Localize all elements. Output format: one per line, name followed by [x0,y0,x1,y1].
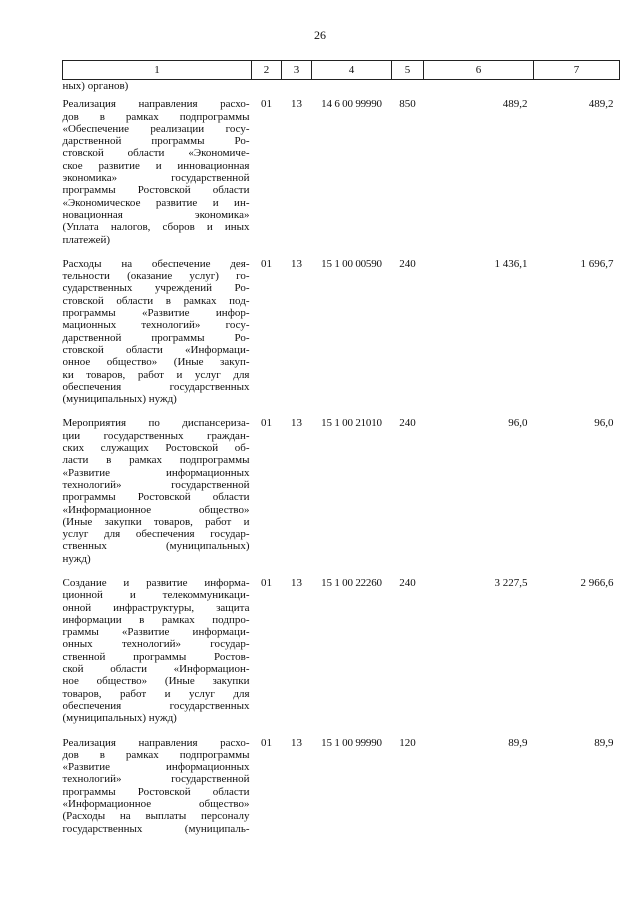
table-row [63,737,620,847]
page-number: 26 [314,28,326,42]
description-line: ственных (муниципальных) [62,540,250,553]
amount-year-1: 3 227,5 [494,576,528,589]
description-line: стовской области в рамках под- [62,294,250,307]
description-line: Мероприятия по диспансериза- [62,417,250,430]
description-line: тельности (оказание услуг) го- [62,270,250,283]
expense-type-code: 240 [399,417,416,430]
description-line: «Обеспечение реализации госу- [62,122,250,135]
expense-type-code: 240 [399,576,416,589]
row-description [63,577,252,737]
subsection-code: 13 [291,576,302,589]
description-line: программы «Развитие инфор- [62,307,250,320]
row-description [63,258,252,418]
row-description [63,737,252,847]
description-line: сударственных учреждений Ро- [62,282,250,295]
description-line: Расходы на обеспечение дея- [62,257,250,270]
column-header: 6 [424,61,534,80]
description-line: ласти в рамках подпрограммы [62,454,250,467]
expense-type-code: 240 [399,257,416,270]
amount-year-2: 96,0 [594,417,614,430]
description-line: Реализация направления расхо- [62,98,250,111]
description-line: ции государственных граждан- [62,429,250,442]
description-line: технологий» государственной [62,773,250,786]
table-row [63,98,620,258]
column-header: 5 [392,61,424,80]
subsection-code: 13 [291,417,302,430]
section-code: 01 [261,417,272,430]
description-line: технологий» государственной [62,478,250,491]
description-line: ственной программы Ростов- [62,650,250,663]
description-line: «Информационное общество» [62,503,250,516]
description-line: граммы «Развитие информаци- [62,626,250,639]
description-line: дов в рамках подпрограммы [62,748,250,761]
row-description [63,417,252,577]
description-line: платежей) [62,233,111,246]
description-line: ное общество» (Иные закупки [62,675,250,688]
description-line: (Иные закупки товаров, работ и [62,515,250,528]
description-line: ционной и телекоммуникаци- [62,589,250,602]
description-line: ское развитие и инновационная [62,159,250,172]
budget-table [62,60,620,847]
subsection-code: 13 [291,257,302,270]
target-article-code: 15 1 00 00590 [321,257,382,270]
description-line: стовской области «Экономиче- [62,147,250,160]
amount-year-2: 489,2 [588,98,614,111]
description-line: онное общество» (Иные закуп- [62,356,250,369]
amount-year-2: 89,9 [594,736,614,749]
table-body [63,80,620,847]
table-row [63,417,620,577]
description-line: программы Ростовской области [62,491,250,504]
description-line: онной инфраструктуры, защита [62,601,250,614]
column-header: 3 [282,61,312,80]
target-article-code: 15 1 00 99990 [321,736,382,749]
description-line: информации в рамках подпро- [62,613,250,626]
section-code: 01 [261,257,272,270]
description-line: «Развитие информационных [62,466,250,479]
description-line: Создание и развитие информа- [62,576,250,589]
header-row [63,61,620,80]
description-line: товаров, работ и услуг для [62,687,250,700]
continuation-text: ных) органов) [62,80,129,92]
description-line: стовской области «Информаци- [62,343,250,356]
description-line: мационных технологий» госу- [62,319,250,332]
target-article-code: 15 1 00 21010 [321,417,382,430]
amount-year-1: 89,9 [508,736,528,749]
description-line: онных технологий» государ- [62,638,250,651]
description-line: дарственной программы Ро- [62,331,250,344]
description-line: обеспечения государственных [62,699,250,712]
column-header: 2 [252,61,282,80]
table-row [63,577,620,737]
description-line: услуг для обеспечения государ- [62,528,250,541]
description-line: (муниципальных) нужд) [62,712,177,725]
description-line: «Развитие информационных [62,761,250,774]
description-line: программы Ростовской области [62,184,250,197]
column-header: 1 [63,61,252,80]
description-line: (Уплата налогов, сборов и иных [62,221,250,234]
description-line: (муниципальных) нужд) [62,393,177,406]
description-line: нужд) [62,552,91,565]
amount-year-2: 1 696,7 [580,257,614,270]
description-line: ской области «Информацион- [62,663,250,676]
section-code: 01 [261,98,272,111]
description-line: ки товаров, работ и услуг для [62,368,250,381]
section-code: 01 [261,576,272,589]
column-header: 7 [534,61,620,80]
amount-year-1: 489,2 [502,98,528,111]
description-line: дов в рамках подпрограммы [62,110,250,123]
description-line: Реализация направления расхо- [62,736,250,749]
row-description [63,98,252,258]
section-code: 01 [261,736,272,749]
amount-year-2: 2 966,6 [580,576,614,589]
continuation-row [63,80,620,99]
amount-year-1: 1 436,1 [494,257,528,270]
expense-type-code: 120 [399,736,416,749]
description-line: экономика» государственной [62,172,250,185]
target-article-code: 14 6 00 99990 [321,98,382,111]
amount-year-1: 96,0 [508,417,528,430]
description-line: (Расходы на выплаты персоналу [62,810,250,823]
description-line: программы Ростовской области [62,785,250,798]
description-line: ских служащих Ростовской об- [62,442,250,455]
subsection-code: 13 [291,98,302,111]
description-line: обеспечения государственных [62,380,250,393]
description-line: государственных (муниципаль- [62,822,250,835]
description-line: «Экономическое развитие и ин- [62,196,250,209]
description-line: дарственной программы Ро- [62,135,250,148]
subsection-code: 13 [291,736,302,749]
target-article-code: 15 1 00 22260 [321,576,382,589]
column-header: 4 [312,61,392,80]
expense-type-code: 850 [399,98,416,111]
description-line: «Информационное общество» [62,798,250,811]
table-row [63,258,620,418]
description-line: новационная экономика» [62,208,250,221]
